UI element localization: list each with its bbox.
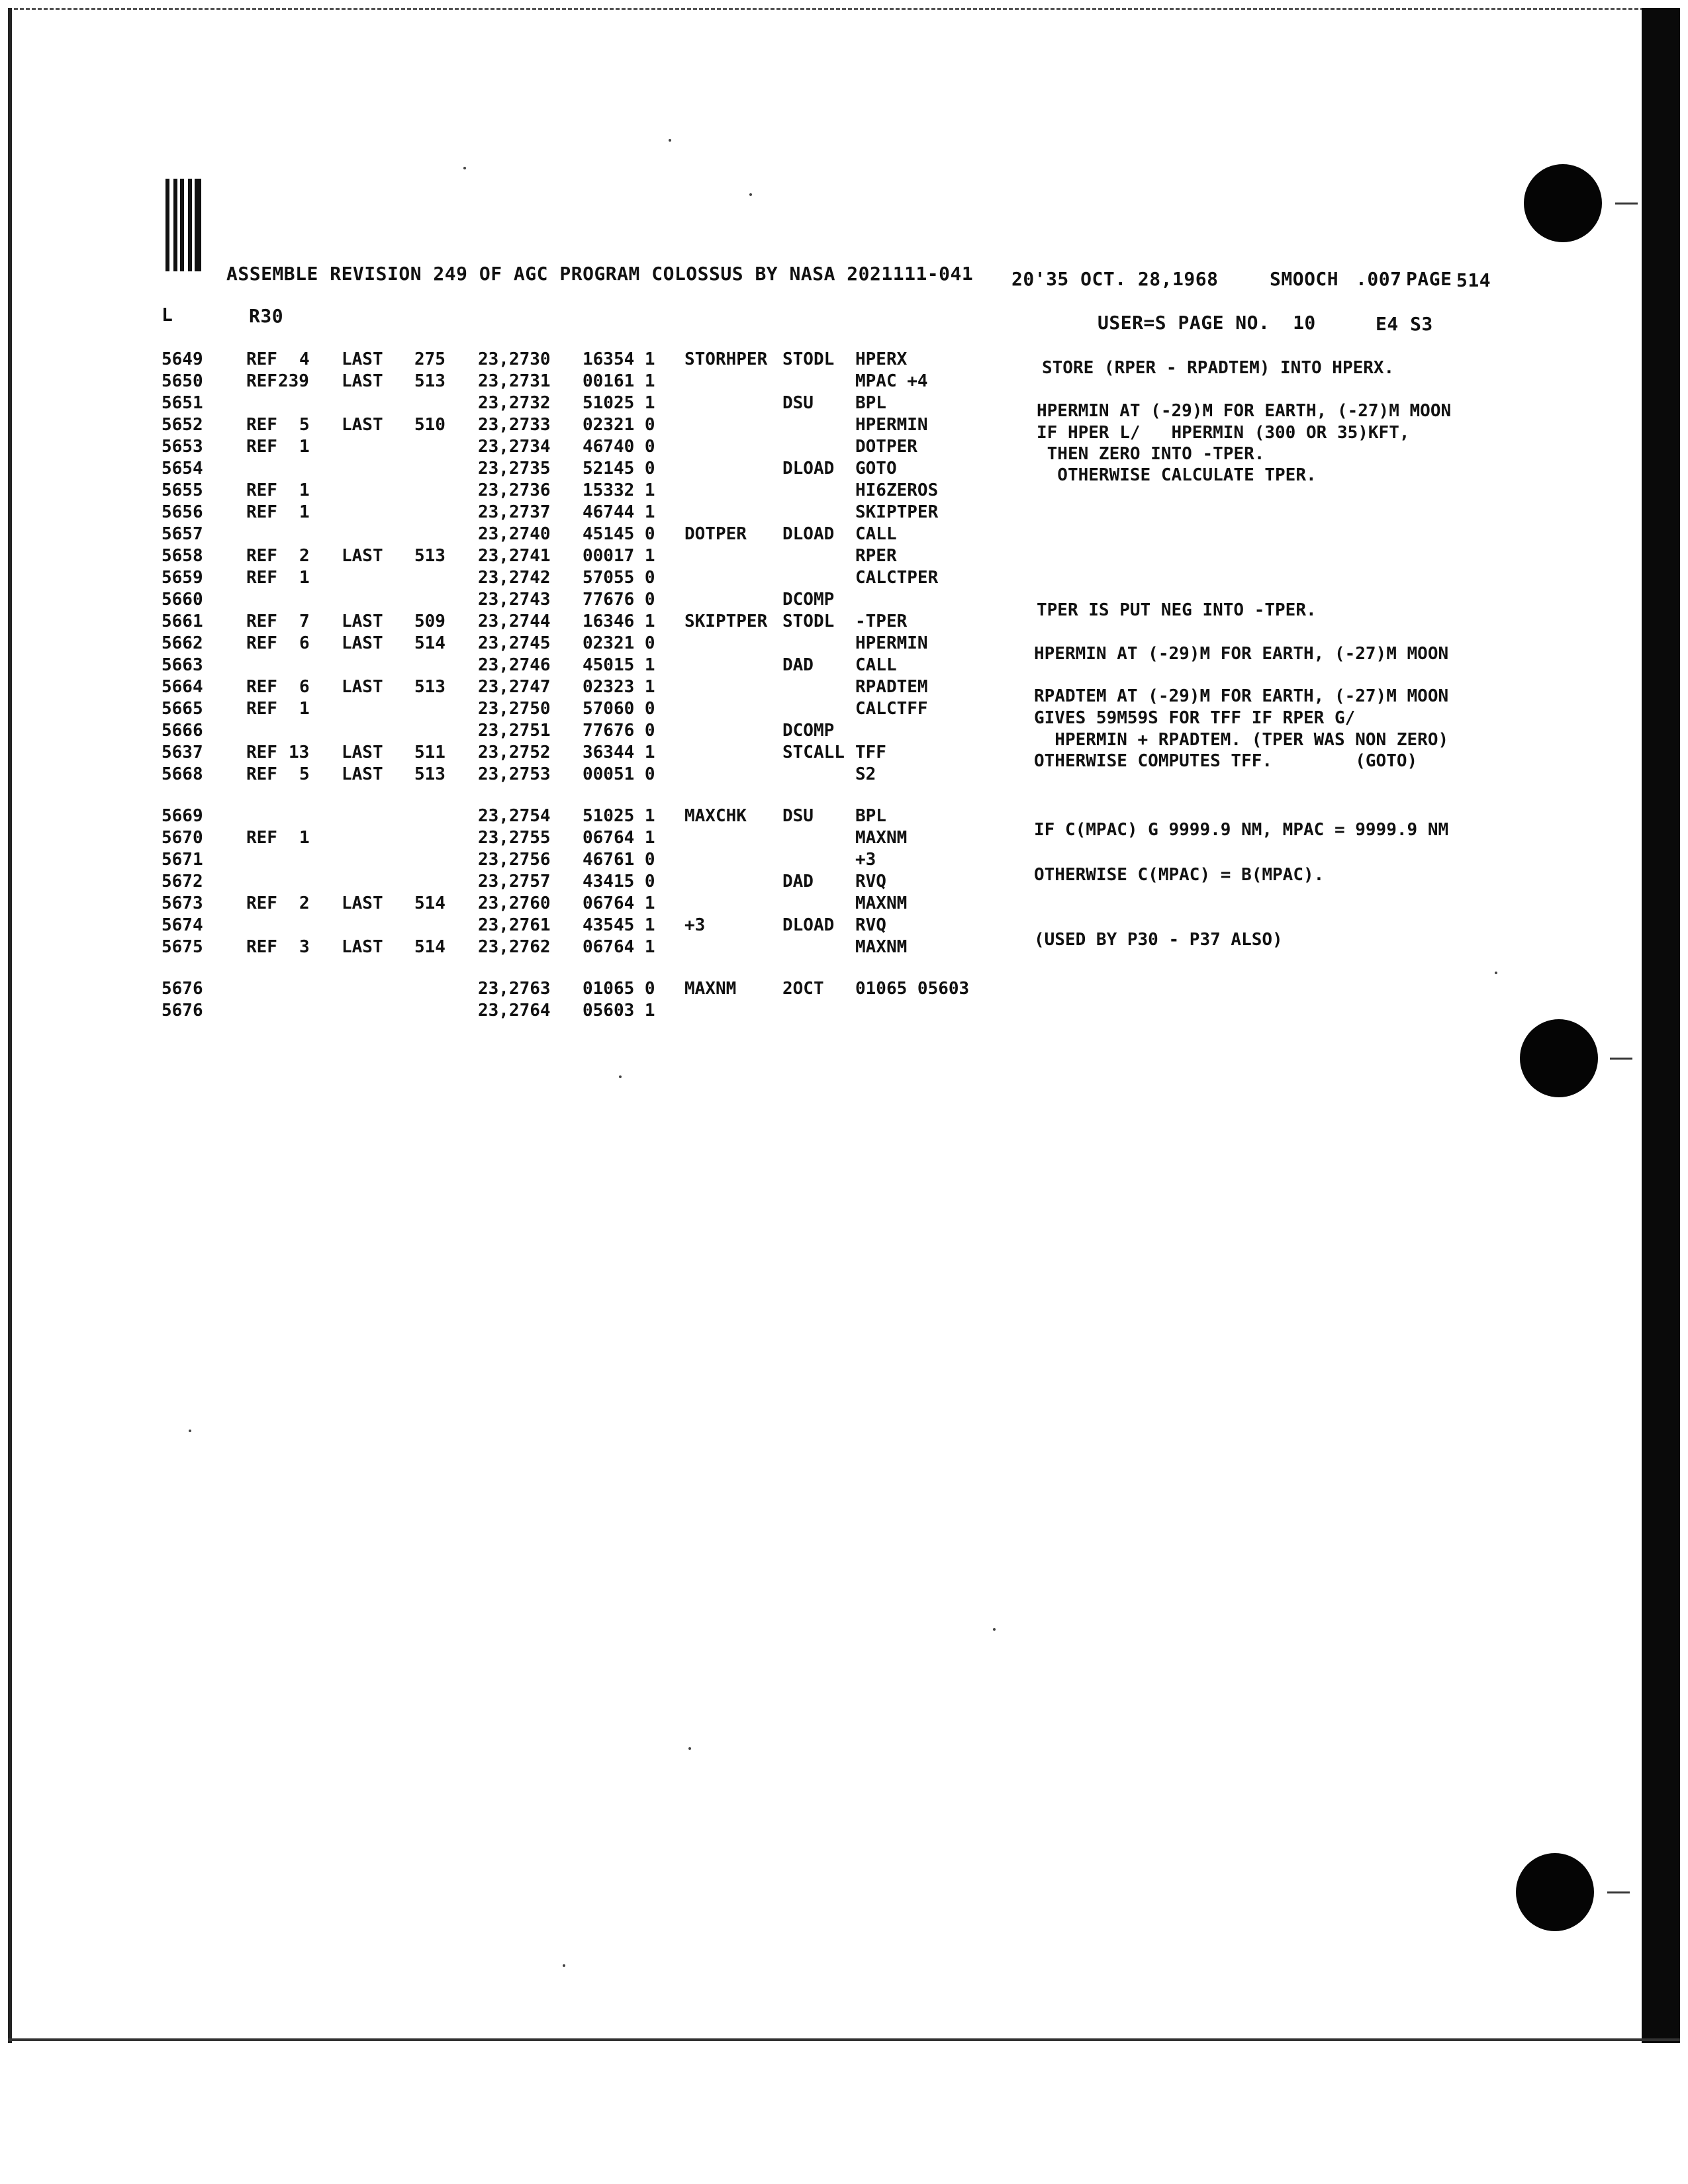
opcode: STODL	[782, 349, 835, 369]
ref-label: REF	[246, 371, 277, 391]
ref-count: 2	[299, 893, 310, 913]
listing-row	[0, 937, 1688, 959]
object-word: 45145 0	[583, 524, 655, 544]
comment-line: IF HPER L/ HPERMIN (300 OR 35)KFT,	[1037, 423, 1410, 443]
address: 23,2757	[478, 872, 551, 891]
last-label: LAST	[342, 415, 383, 435]
last-label: LAST	[342, 893, 383, 913]
line-number: 5652	[162, 415, 203, 435]
scan-speck	[563, 1964, 565, 1967]
address: 23,2740	[478, 524, 551, 544]
symbol-label: +3	[684, 915, 706, 935]
line-number: 5650	[162, 371, 203, 391]
object-word: 01065 0	[583, 979, 655, 999]
line-number: 5670	[162, 828, 203, 848]
object-word: 00161 1	[583, 371, 655, 391]
address: 23,2736	[478, 480, 551, 500]
object-word: 02321 0	[583, 633, 655, 653]
ref-label: REF	[246, 677, 277, 697]
comment-line: STORE (RPER - RPADTEM) INTO HPERX.	[1042, 358, 1395, 378]
address: 23,2730	[478, 349, 551, 369]
ref-count: 1	[299, 568, 310, 588]
object-word: 43545 1	[583, 915, 655, 935]
operand: -TPER	[855, 612, 908, 631]
ref-count: 5	[299, 764, 310, 784]
last-page: 510	[414, 415, 445, 435]
symbol-label: MAXNM	[684, 979, 737, 999]
opcode: DLOAD	[782, 524, 835, 544]
scan-speck	[619, 1075, 622, 1078]
object-word: 05603 1	[583, 1001, 655, 1021]
scan-speck	[463, 167, 466, 169]
object-word: 06764 1	[583, 893, 655, 913]
ref-label: REF	[246, 437, 277, 457]
address: 23,2763	[478, 979, 551, 999]
opcode: DLOAD	[782, 915, 835, 935]
line-number: 5659	[162, 568, 203, 588]
user-page: USER=S PAGE NO. 10	[1098, 312, 1316, 334]
line-number: 5668	[162, 764, 203, 784]
line-number: 5663	[162, 655, 203, 675]
object-word: 77676 0	[583, 590, 655, 610]
address: 23,2753	[478, 764, 551, 784]
listing-row	[0, 979, 1688, 1001]
listing-row	[0, 1001, 1688, 1023]
opcode: DAD	[782, 872, 814, 891]
listing-title: ASSEMBLE REVISION 249 OF AGC PROGRAM COLOSSUS BY NASA 2021111-041	[226, 263, 974, 285]
line-number: 5661	[162, 612, 203, 631]
address: 23,2733	[478, 415, 551, 435]
symbol-label: MAXCHK	[684, 806, 747, 826]
ref-count: 1	[299, 828, 310, 848]
operand: HPERMIN	[855, 415, 928, 435]
page-right-edge	[1642, 8, 1680, 2043]
comment-line: HPERMIN + RPADTEM. (TPER WAS NON ZERO)	[1034, 730, 1449, 750]
address: 23,2737	[478, 502, 551, 522]
user-name: SMOOCH	[1270, 268, 1339, 290]
line-number: 5669	[162, 806, 203, 826]
opcode: DAD	[782, 655, 814, 675]
address: 23,2754	[478, 806, 551, 826]
operand: RPER	[855, 546, 897, 566]
page-label: PAGE	[1406, 268, 1452, 290]
object-word: 16346 1	[583, 612, 655, 631]
comment-line: GIVES 59M59S FOR TFF IF RPER G/	[1034, 708, 1356, 728]
symbol-label: STORHPER	[684, 349, 768, 369]
object-word: 46761 0	[583, 850, 655, 870]
scan-speck	[189, 1430, 191, 1432]
scan-speck	[993, 1628, 996, 1631]
ref-label: REF	[246, 893, 277, 913]
last-label: LAST	[342, 371, 383, 391]
scan-speck	[688, 1747, 691, 1750]
object-word: 77676 0	[583, 721, 655, 741]
ref-label: REF	[246, 546, 277, 566]
ref-count: 1	[299, 502, 310, 522]
address: 23,2750	[478, 699, 551, 719]
ref-count: 13	[289, 743, 310, 762]
address: 23,2742	[478, 568, 551, 588]
object-word: 00017 1	[583, 546, 655, 566]
listing-row	[0, 524, 1688, 546]
last-page: 513	[414, 677, 445, 697]
symbol-label: DOTPER	[684, 524, 747, 544]
line-number: 5655	[162, 480, 203, 500]
address: 23,2764	[478, 1001, 551, 1021]
address: 23,2732	[478, 393, 551, 413]
address: 23,2731	[478, 371, 551, 391]
address: 23,2756	[478, 850, 551, 870]
object-word: 57060 0	[583, 699, 655, 719]
opcode: 2OCT	[782, 979, 824, 999]
line-number: 5676	[162, 1001, 203, 1021]
object-word: 06764 1	[583, 828, 655, 848]
object-word: 43415 0	[583, 872, 655, 891]
comment-line: OTHERWISE C(MPAC) = B(MPAC).	[1034, 865, 1325, 885]
line-number: 5656	[162, 502, 203, 522]
object-word: 52145 0	[583, 459, 655, 478]
symbol-label: SKIPTPER	[684, 612, 768, 631]
listing-row	[0, 872, 1688, 893]
object-word: 06764 1	[583, 937, 655, 957]
address: 23,2761	[478, 915, 551, 935]
operand: SKIPTPER	[855, 502, 939, 522]
last-label: LAST	[342, 937, 383, 957]
binder-hole-tick	[1610, 1058, 1632, 1060]
operand: HPERMIN	[855, 633, 928, 653]
last-label: LAST	[342, 349, 383, 369]
opcode: DSU	[782, 806, 814, 826]
listing-row	[0, 459, 1688, 480]
operand: TFF	[855, 743, 886, 762]
object-word: 15332 1	[583, 480, 655, 500]
line-number: 5658	[162, 546, 203, 566]
line-number: 5673	[162, 893, 203, 913]
ref-count: 1	[299, 437, 310, 457]
ref-count: 3	[299, 937, 310, 957]
last-label: LAST	[342, 743, 383, 762]
line-number: 5671	[162, 850, 203, 870]
ref-count: 7	[299, 612, 310, 631]
operand: MAXNM	[855, 937, 908, 957]
page-top-edge	[8, 8, 1680, 15]
ref-label: REF	[246, 480, 277, 500]
operand: CALL	[855, 655, 897, 675]
address: 23,2755	[478, 828, 551, 848]
scan-speck	[1495, 972, 1497, 974]
last-page: 509	[414, 612, 445, 631]
address: 23,2751	[478, 721, 551, 741]
ref-label: REF	[246, 764, 277, 784]
listing-row	[0, 349, 1688, 371]
address: 23,2762	[478, 937, 551, 957]
opcode: DSU	[782, 393, 814, 413]
operand: BPL	[855, 806, 886, 826]
listing-row	[0, 437, 1688, 459]
listing-row	[0, 502, 1688, 524]
ref-label: REF	[246, 633, 277, 653]
last-page: 514	[414, 937, 445, 957]
last-page: 275	[414, 349, 445, 369]
line-number: 5665	[162, 699, 203, 719]
operand: RVQ	[855, 915, 886, 935]
binder-hole-top	[1524, 164, 1602, 242]
operand: HPERX	[855, 349, 908, 369]
line-number: 5660	[162, 590, 203, 610]
ref-label: REF	[246, 502, 277, 522]
address: 23,2745	[478, 633, 551, 653]
comment-line: THEN ZERO INTO -TPER.	[1037, 444, 1265, 464]
line-number: 5666	[162, 721, 203, 741]
line-number: 5674	[162, 915, 203, 935]
listing-row	[0, 612, 1688, 633]
line-number: 5657	[162, 524, 203, 544]
address: 23,2746	[478, 655, 551, 675]
operand: HI6ZEROS	[855, 480, 939, 500]
last-label: LAST	[342, 546, 383, 566]
address: 23,2747	[478, 677, 551, 697]
listing-row	[0, 850, 1688, 872]
address: 23,2743	[478, 590, 551, 610]
last-page: 514	[414, 633, 445, 653]
section-label: R30	[249, 305, 284, 327]
last-label: LAST	[342, 677, 383, 697]
object-word: 46740 0	[583, 437, 655, 457]
ref-label: REF	[246, 349, 277, 369]
binder-hole-middle	[1520, 1019, 1598, 1097]
ref-label: REF	[246, 937, 277, 957]
object-word: 51025 1	[583, 393, 655, 413]
page-number: 514	[1456, 269, 1491, 291]
comment-line: HPERMIN AT (-29)M FOR EARTH, (-27)M MOON	[1034, 644, 1449, 664]
listing-row	[0, 590, 1688, 612]
scan-speck	[669, 139, 671, 142]
listing-row	[0, 893, 1688, 915]
listing-row	[0, 480, 1688, 502]
operand: CALCTFF	[855, 699, 928, 719]
address: 23,2760	[478, 893, 551, 913]
operand: CALL	[855, 524, 897, 544]
timestamp: 20'35 OCT. 28,1968	[1011, 268, 1219, 290]
ref-count: 6	[299, 633, 310, 653]
ref-label: REF	[246, 699, 277, 719]
object-word: 46744 1	[583, 502, 655, 522]
line-number: 5649	[162, 349, 203, 369]
address: 23,2741	[478, 546, 551, 566]
ref-label: REF	[246, 828, 277, 848]
line-number: 5651	[162, 393, 203, 413]
operand: GOTO	[855, 459, 897, 478]
last-label: LAST	[342, 764, 383, 784]
ref-label: REF	[246, 612, 277, 631]
line-number: 5664	[162, 677, 203, 697]
ref-count: 4	[299, 349, 310, 369]
listing-row	[0, 546, 1688, 568]
object-word: 51025 1	[583, 806, 655, 826]
operand: 01065 05603	[855, 979, 970, 999]
object-word: 02323 1	[583, 677, 655, 697]
line-number: 5653	[162, 437, 203, 457]
operand: S2	[855, 764, 876, 784]
comment-line: OTHERWISE COMPUTES TFF. (GOTO)	[1034, 751, 1418, 771]
object-word: 02321 0	[583, 415, 655, 435]
ref-count: 6	[299, 677, 310, 697]
page-suffix: E4 S3	[1376, 313, 1433, 335]
last-page: 513	[414, 546, 445, 566]
operand: +3	[855, 850, 876, 870]
binder-hole-bottom	[1516, 1853, 1594, 1931]
scan-speck	[749, 193, 752, 196]
object-word: 00051 0	[583, 764, 655, 784]
line-number: 5654	[162, 459, 203, 478]
last-page: 513	[414, 764, 445, 784]
ref-count: 1	[299, 699, 310, 719]
line-number: 5662	[162, 633, 203, 653]
barcode-mark	[165, 179, 204, 271]
last-page: 514	[414, 893, 445, 913]
line-number: 5676	[162, 979, 203, 999]
opcode: DCOMP	[782, 590, 835, 610]
object-word: 57055 0	[583, 568, 655, 588]
ref-count: 2	[299, 546, 310, 566]
object-word: 45015 1	[583, 655, 655, 675]
ref-label: REF	[246, 415, 277, 435]
last-label: LAST	[342, 612, 383, 631]
address: 23,2735	[478, 459, 551, 478]
last-page: 513	[414, 371, 445, 391]
page-left-edge	[8, 8, 12, 2043]
address: 23,2734	[478, 437, 551, 457]
address: 23,2744	[478, 612, 551, 631]
last-page: 511	[414, 743, 445, 762]
comment-line: IF C(MPAC) G 9999.9 NM, MPAC = 9999.9 NM	[1034, 820, 1449, 840]
comment-line: (USED BY P30 - P37 ALSO)	[1034, 930, 1283, 950]
object-word: 36344 1	[583, 743, 655, 762]
opcode: DLOAD	[782, 459, 835, 478]
ref-count: 5	[299, 415, 310, 435]
comment-line: TPER IS PUT NEG INTO -TPER.	[1037, 600, 1317, 620]
operand: RVQ	[855, 872, 886, 891]
last-label: LAST	[342, 633, 383, 653]
ref-label: REF	[246, 743, 277, 762]
comment-line: HPERMIN AT (-29)M FOR EARTH, (-27)M MOON	[1037, 401, 1452, 421]
binder-hole-tick	[1607, 1891, 1630, 1893]
address: 23,2752	[478, 743, 551, 762]
listing-row	[0, 371, 1688, 393]
operand: CALCTPER	[855, 568, 939, 588]
operand: DOTPER	[855, 437, 917, 457]
listing-row	[0, 764, 1688, 786]
page-bottom-edge	[8, 2038, 1680, 2041]
ref-count: 239	[278, 371, 309, 391]
object-word: 16354 1	[583, 349, 655, 369]
opcode: STCALL	[782, 743, 845, 762]
operand: RPADTEM	[855, 677, 928, 697]
operand: MAXNM	[855, 828, 908, 848]
line-number: 5637	[162, 743, 203, 762]
comment-line: OTHERWISE CALCULATE TPER.	[1037, 465, 1317, 485]
code: .007	[1356, 268, 1402, 290]
opcode: STODL	[782, 612, 835, 631]
listing-row	[0, 568, 1688, 590]
operand: MPAC +4	[855, 371, 928, 391]
comment-line: RPADTEM AT (-29)M FOR EARTH, (-27)M MOON	[1034, 686, 1449, 706]
binder-hole-tick	[1615, 203, 1638, 205]
operand: BPL	[855, 393, 886, 413]
line-number: 5675	[162, 937, 203, 957]
operand: MAXNM	[855, 893, 908, 913]
left-marker: L	[162, 304, 173, 326]
line-number: 5672	[162, 872, 203, 891]
ref-count: 1	[299, 480, 310, 500]
opcode: DCOMP	[782, 721, 835, 741]
listing-row	[0, 915, 1688, 937]
ref-label: REF	[246, 568, 277, 588]
